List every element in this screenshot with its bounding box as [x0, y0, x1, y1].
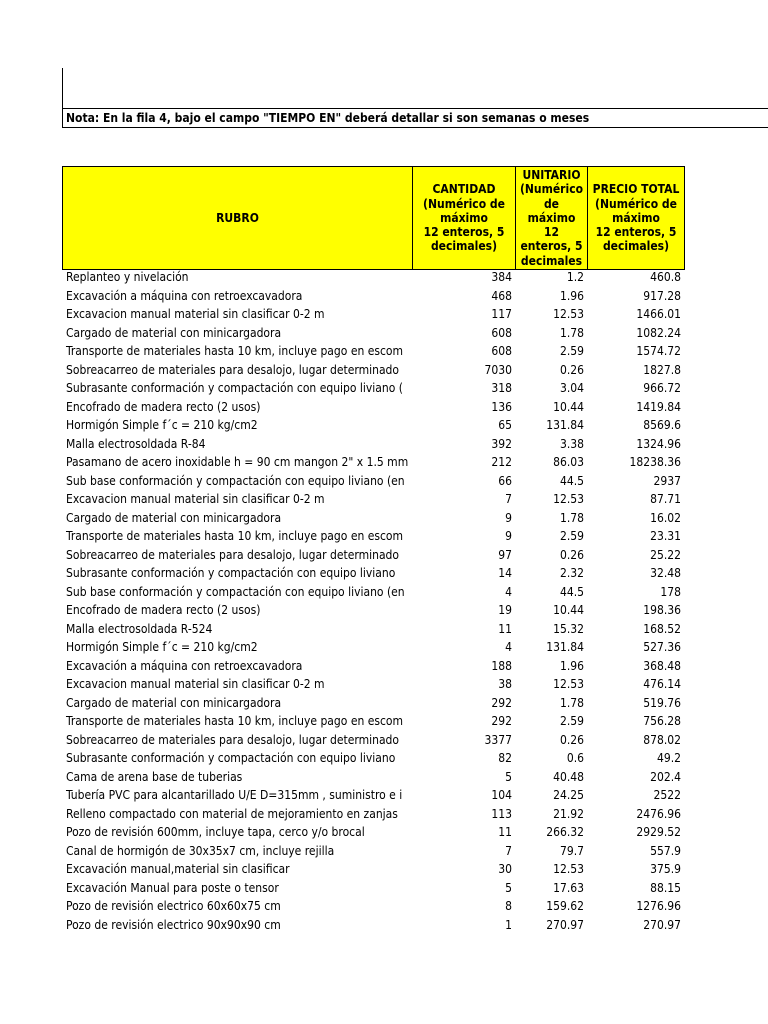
table-row	[62, 527, 712, 546]
cell-cantidad[interactable]: 4	[505, 584, 512, 599]
cell-unitario[interactable]: 12.53	[553, 862, 584, 876]
cell-rubro[interactable]: Relleno compactado con material de mejoramiento en zanjas	[66, 806, 398, 821]
cell-cantidad[interactable]: 5	[505, 769, 512, 784]
cell-unitario[interactable]: 79.7	[559, 843, 584, 858]
cell-rubro[interactable]: Excavación Manual para poste o tensor	[66, 880, 279, 895]
cell-rubro[interactable]: Sobreacarreo de materiales para desalojo, lugar determinado	[66, 547, 400, 562]
cell-unitario[interactable]: 44.5	[559, 473, 584, 488]
cell-total[interactable]: 917.28	[643, 288, 681, 303]
cell-unitario[interactable]: 1.96	[559, 658, 584, 673]
table-row	[62, 786, 712, 805]
cell-cantidad[interactable]: 212	[491, 455, 512, 469]
cell-rubro[interactable]: Excavación a máquina con retroexcavadora	[66, 288, 303, 303]
cell-total[interactable]: 756.28	[643, 714, 681, 728]
table-row	[62, 601, 712, 620]
cell-cantidad[interactable]: 608	[491, 344, 512, 358]
cell-total[interactable]: 1466.01	[636, 307, 681, 321]
table-row	[62, 916, 712, 935]
cell-total[interactable]: 878.02	[643, 732, 681, 747]
cell-rubro[interactable]: Excavacion manual material sin clasificar 0-2 m	[66, 492, 325, 506]
cell-unitario[interactable]: 159.62	[546, 899, 584, 913]
cell-unitario[interactable]: 12.53	[553, 307, 584, 321]
cell-cantidad[interactable]: 82	[498, 751, 512, 765]
cell-cantidad[interactable]: 65	[498, 418, 512, 432]
cell-rubro[interactable]: Excavacion manual material sin clasificar 0-2 m	[66, 677, 325, 691]
cell-unitario[interactable]: 2.59	[559, 529, 584, 543]
cell-cantidad[interactable]: 7	[505, 492, 512, 506]
cell-unitario[interactable]: 12.53	[553, 677, 584, 691]
header-unitario[interactable]: UNITARIO (Numérico de máximo 12 enteros, 5 decimales	[515, 167, 587, 269]
cell-unitario[interactable]: 10.44	[553, 603, 584, 617]
cell-rubro[interactable]: Pozo de revisión 600mm, incluye tapa, cerco y/o brocal	[66, 825, 365, 839]
cell-unitario[interactable]: 0.26	[559, 362, 584, 377]
cell-total[interactable]: 198.36	[643, 603, 681, 617]
cell-cantidad[interactable]: 1	[505, 917, 512, 932]
cell-unitario[interactable]: 40.48	[553, 769, 584, 784]
cell-rubro[interactable]: Sobreacarreo de materiales para desalojo, lugar determinado	[66, 732, 400, 747]
cell-rubro[interactable]: Excavación manual,material sin clasificar	[66, 862, 290, 876]
cell-cantidad[interactable]: 136	[491, 399, 512, 414]
cell-cantidad[interactable]: 30	[498, 862, 512, 876]
cell-cantidad[interactable]: 468	[491, 288, 512, 303]
table-row	[62, 694, 712, 713]
cell-unitario[interactable]: 2.32	[559, 566, 584, 580]
cell-total[interactable]: 519.76	[643, 695, 681, 710]
cell-cantidad[interactable]: 9	[505, 529, 512, 543]
cell-unitario[interactable]: 10.44	[553, 399, 584, 414]
cell-total[interactable]: 2937	[653, 473, 681, 488]
cell-cantidad[interactable]: 7030	[484, 362, 512, 377]
cell-cantidad[interactable]: 5	[505, 880, 512, 895]
cell-rubro[interactable]: Transporte de materiales hasta 10 km, incluye pago en escom	[66, 344, 404, 358]
cell-cantidad[interactable]: 11	[498, 621, 512, 636]
cell-total[interactable]: 87.71	[650, 492, 681, 506]
cell-rubro[interactable]: Pozo de revisión electrico 90x90x90 cm	[66, 917, 281, 932]
table-row	[62, 805, 712, 824]
cell-total[interactable]: 25.22	[650, 547, 681, 562]
cell-cantidad[interactable]: 292	[491, 695, 512, 710]
cell-total[interactable]: 270.97	[643, 917, 681, 932]
table-header	[62, 166, 685, 270]
cell-total[interactable]: 1419.84	[636, 399, 681, 414]
table-row	[62, 731, 712, 750]
cell-cantidad[interactable]: 8	[505, 899, 512, 913]
header-rubro[interactable]: RUBRO	[216, 210, 259, 225]
table-row	[62, 324, 712, 343]
cell-total[interactable]: 375.9	[650, 862, 681, 876]
cell-cantidad[interactable]: 188	[491, 658, 512, 673]
table-row	[62, 435, 712, 454]
cell-total[interactable]: 202.4	[650, 769, 681, 784]
cell-unitario[interactable]: 0.6	[566, 751, 584, 765]
table-row	[62, 657, 712, 676]
table-row	[62, 398, 712, 417]
cell-total[interactable]: 2522	[653, 788, 681, 802]
cell-total[interactable]: 1082.24	[636, 325, 681, 340]
cell-cantidad[interactable]: 11	[498, 825, 512, 839]
cell-rubro[interactable]: Sub base conformación y compactación con equipo liviano (en	[66, 584, 405, 599]
cell-unitario[interactable]: 2.59	[559, 344, 584, 358]
cell-rubro[interactable]: Excavacion manual material sin clasificar 0-2 m	[66, 307, 325, 321]
cell-cantidad[interactable]: 292	[491, 714, 512, 728]
cell-rubro[interactable]: Canal de hormigón de 30x35x7 cm, incluye rejilla	[66, 843, 335, 858]
note-text: Nota: En la fila 4, bajo el campo "TIEMPO EN" deberá detallar si son semanas o meses	[62, 108, 768, 128]
table-row	[62, 879, 712, 898]
cell-unitario[interactable]: 1.78	[559, 325, 584, 340]
table-row	[62, 546, 712, 565]
table-row	[62, 749, 712, 768]
cell-rubro[interactable]: Excavación a máquina con retroexcavadora	[66, 658, 303, 673]
cell-cantidad[interactable]: 38	[498, 677, 512, 691]
cell-unitario[interactable]: 1.78	[559, 695, 584, 710]
table-row	[62, 416, 712, 435]
cell-total[interactable]: 49.2	[656, 751, 681, 765]
table-body	[62, 268, 712, 934]
cell-rubro[interactable]: Malla electrosoldada R-524	[66, 621, 213, 636]
cell-total[interactable]: 88.15	[650, 880, 681, 895]
cell-rubro[interactable]: Sobreacarreo de materiales para desalojo, lugar determinado	[66, 362, 400, 377]
table-row	[62, 361, 712, 380]
cell-rubro[interactable]: Cargado de material con minicargadora	[66, 695, 282, 710]
cell-rubro[interactable]: Transporte de materiales hasta 10 km, incluye pago en escom	[66, 529, 404, 543]
cell-rubro[interactable]: Sub base conformación y compactación con equipo liviano (en	[66, 473, 405, 488]
cell-rubro[interactable]: Encofrado de madera recto (2 usos)	[66, 399, 261, 414]
cell-rubro[interactable]: Subrasante conformación y compactación con equipo liviano	[66, 751, 396, 765]
cell-rubro[interactable]: Cargado de material con minicargadora	[66, 325, 282, 340]
cell-rubro[interactable]: Transporte de materiales hasta 10 km, incluye pago en escom	[66, 714, 404, 728]
table-row	[62, 287, 712, 306]
table-row	[62, 472, 712, 491]
cell-cantidad[interactable]: 19	[498, 603, 512, 617]
cell-cantidad[interactable]: 117	[491, 307, 512, 321]
cell-total[interactable]: 178	[660, 584, 681, 599]
cell-cantidad[interactable]: 384	[491, 270, 512, 284]
cell-total[interactable]: 1276.96	[636, 899, 681, 913]
table-row	[62, 379, 712, 398]
cell-unitario[interactable]: 131.84	[546, 418, 584, 432]
cell-cantidad[interactable]: 7	[505, 843, 512, 858]
cell-cantidad[interactable]: 4	[505, 640, 512, 654]
cell-total[interactable]: 168.52	[643, 621, 681, 636]
table-row	[62, 620, 712, 639]
cell-rubro[interactable]: Subrasante conformación y compactación con equipo liviano	[66, 566, 396, 580]
cell-cantidad[interactable]: 104	[491, 788, 512, 802]
cell-unitario[interactable]: 12.53	[553, 492, 584, 506]
cell-rubro[interactable]: Malla electrosoldada R-84	[66, 436, 206, 451]
cell-unitario[interactable]: 270.97	[546, 917, 584, 932]
cell-unitario[interactable]: 86.03	[553, 455, 584, 469]
cell-total[interactable]: 1827.8	[643, 362, 681, 377]
table-row	[62, 842, 712, 861]
table-row	[62, 268, 712, 287]
cell-unitario[interactable]: 1.96	[559, 288, 584, 303]
cell-total[interactable]: 2929.52	[636, 825, 681, 839]
cell-rubro[interactable]: Cama de arena base de tuberias	[66, 769, 243, 784]
cell-cantidad[interactable]: 14	[498, 566, 512, 580]
cell-rubro[interactable]: Pozo de revisión electrico 60x60x75 cm	[66, 899, 281, 913]
cell-unitario[interactable]: 1.78	[559, 510, 584, 525]
cell-unitario[interactable]: 3.04	[559, 381, 584, 395]
cell-unitario[interactable]: 266.32	[546, 825, 584, 839]
cell-total[interactable]: 23.31	[650, 529, 681, 543]
table-row	[62, 453, 712, 472]
cell-total[interactable]: 18238.36	[629, 455, 681, 469]
cell-unitario[interactable]: 17.63	[553, 880, 584, 895]
table-row	[62, 509, 712, 528]
table-row	[62, 564, 712, 583]
cell-total[interactable]: 557.9	[650, 843, 681, 858]
cell-total[interactable]: 1324.96	[636, 436, 681, 451]
cell-unitario[interactable]: 0.26	[559, 547, 584, 562]
header-precio-total[interactable]: PRECIO TOTAL (Numérico de máximo 12 enteros, 5 decimales)	[587, 167, 684, 269]
table-row	[62, 342, 712, 361]
cell-cantidad[interactable]: 97	[498, 547, 512, 562]
cell-unitario[interactable]: 3.38	[559, 436, 584, 451]
cell-rubro[interactable]: Encofrado de madera recto (2 usos)	[66, 603, 261, 617]
cell-total[interactable]: 460.8	[650, 270, 681, 284]
cell-cantidad[interactable]: 318	[491, 381, 512, 395]
cell-rubro[interactable]: Subrasante conformación y compactación con equipo liviano (	[66, 381, 404, 395]
table-row	[62, 712, 712, 731]
cell-cantidad[interactable]: 392	[491, 436, 512, 451]
cell-total[interactable]: 2476.96	[636, 806, 681, 821]
cell-total[interactable]: 527.36	[643, 640, 681, 654]
table-row	[62, 638, 712, 657]
cell-cantidad[interactable]: 113	[491, 806, 512, 821]
table-row	[62, 897, 712, 916]
table-row	[62, 583, 712, 602]
cell-total[interactable]: 368.48	[643, 658, 681, 673]
cell-total[interactable]: 16.02	[650, 510, 681, 525]
cell-total[interactable]: 476.14	[643, 677, 681, 691]
cell-unitario[interactable]: 21.92	[553, 806, 584, 821]
cell-rubro[interactable]: Hormigón Simple f´c = 210 kg/cm2	[66, 418, 258, 432]
table-row	[62, 768, 712, 787]
cell-cantidad[interactable]: 3377	[484, 732, 512, 747]
cell-rubro[interactable]: Pasamano de acero inoxidable h = 90 cm mangon 2" x 1.5 mm	[66, 455, 409, 469]
table-row	[62, 675, 712, 694]
cell-total[interactable]: 966.72	[643, 381, 681, 395]
cell-rubro[interactable]: Tubería PVC para alcantarillado U/E D=315mm , suministro e i	[66, 788, 403, 802]
table-row	[62, 823, 712, 842]
cell-unitario[interactable]: 15.32	[553, 621, 584, 636]
cell-unitario[interactable]: 2.59	[559, 714, 584, 728]
cell-total[interactable]: 1574.72	[636, 344, 681, 358]
cell-total[interactable]: 8569.6	[643, 418, 681, 432]
cell-unitario[interactable]: 44.5	[559, 584, 584, 599]
header-cantidad[interactable]: CANTIDAD (Numérico de máximo 12 enteros, 5 decimales)	[412, 167, 515, 269]
cell-cantidad[interactable]: 9	[505, 510, 512, 525]
cell-cantidad[interactable]: 608	[491, 325, 512, 340]
cell-unitario[interactable]: 24.25	[553, 788, 584, 802]
cell-total[interactable]: 32.48	[650, 566, 681, 580]
cell-unitario[interactable]: 0.26	[559, 732, 584, 747]
cell-rubro[interactable]: Replanteo y nivelación	[66, 270, 189, 284]
cell-unitario[interactable]: 1.2	[566, 270, 584, 284]
cell-rubro[interactable]: Hormigón Simple f´c = 210 kg/cm2	[66, 640, 258, 654]
table-row	[62, 860, 712, 879]
cell-rubro[interactable]: Cargado de material con minicargadora	[66, 510, 282, 525]
table-row	[62, 305, 712, 324]
table-row	[62, 490, 712, 509]
cell-unitario[interactable]: 131.84	[546, 640, 584, 654]
cell-cantidad[interactable]: 66	[498, 473, 512, 488]
